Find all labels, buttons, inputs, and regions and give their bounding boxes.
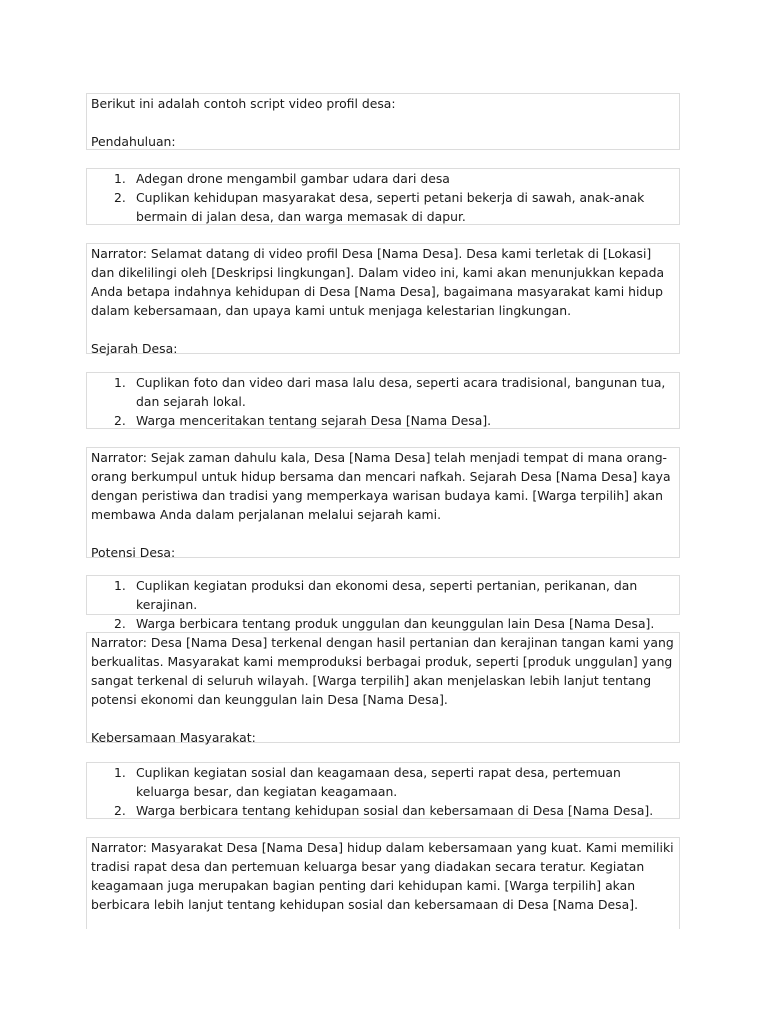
kebersamaan-list bbox=[91, 763, 675, 820]
intro-block bbox=[86, 93, 680, 150]
list-item bbox=[91, 763, 675, 801]
potensi-list bbox=[91, 576, 675, 633]
narrator-text-3: Narrator: Desa [Nama Desa] terkenal dengan hasil pertanian dan kerajinan tangan kami yang berkualitas. Masyarakat kami memproduksi berbagai produk, seperti [produk unggulan] yang sangat terkenal di seluruh wilayah. [Warga terpilih] akan menjelaskan lebih lanjut tentang potensi ekonomi dan keunggulan lain Desa [Nama Desa]. bbox=[91, 635, 674, 707]
list-item bbox=[91, 411, 675, 430]
list-item-text: Warga berbicara tentang produk unggulan dan keunggulan lain Desa [Nama Desa]. bbox=[136, 616, 655, 631]
list-item bbox=[91, 614, 675, 633]
section-heading-pendahuluan: Pendahuluan: bbox=[91, 134, 176, 149]
pendahuluan-list-block bbox=[86, 168, 680, 225]
narrator-block-4 bbox=[86, 837, 680, 929]
narrator-block-1 bbox=[86, 243, 680, 354]
kebersamaan-list-block bbox=[86, 762, 680, 819]
narrator-block-2 bbox=[86, 447, 680, 558]
list-item-text: Adegan drone mengambil gambar udara dari desa bbox=[136, 171, 450, 186]
list-item bbox=[91, 801, 675, 820]
narrator-block-3 bbox=[86, 632, 680, 743]
list-number: 1. bbox=[114, 375, 126, 390]
narrator-text-1: Narrator: Selamat datang di video profil Desa [Nama Desa]. Desa kami terletak di [Lokasi] dan dikelilingi oleh [Deskripsi lingkungan]. Dalam video ini, kami akan menunjukkan kepada Anda betapa indahnya kehidupan di Desa [Nama Desa], bagaimana masyarakat kami hidup dalam kebersamaan, dan upaya kami untuk menjaga kelestarian lingkungan. bbox=[91, 246, 665, 318]
list-item-text: Warga menceritakan tentang sejarah Desa [Nama Desa]. bbox=[136, 413, 492, 428]
section-heading-kebersamaan: Kebersamaan Masyarakat: bbox=[91, 730, 256, 745]
list-number: 2. bbox=[114, 616, 126, 631]
potensi-list-block bbox=[86, 575, 680, 631]
list-number: 1. bbox=[114, 171, 126, 186]
section-heading-potensi: Potensi Desa: bbox=[91, 545, 176, 560]
list-item bbox=[91, 576, 675, 614]
pendahuluan-list bbox=[91, 169, 675, 226]
sejarah-list-block bbox=[86, 372, 680, 429]
list-number: 2. bbox=[114, 413, 126, 428]
narrator-text-4: Narrator: Masyarakat Desa [Nama Desa] hidup dalam kebersamaan yang kuat. Kami memiliki tradisi rapat desa dan pertemuan keluarga besar yang diadakan secara teratur. Kegiatan keagamaan juga merupakan bagian penting dari kehidupan kami. [Warga terpilih] akan berbicara lebih lanjut tentang kehidupan sosial dan kebersamaan di Desa [Nama Desa]. bbox=[91, 840, 674, 912]
list-item bbox=[91, 188, 675, 226]
section-heading-sejarah: Sejarah Desa: bbox=[91, 341, 178, 356]
list-item-text: Warga berbicara tentang kehidupan sosial dan kebersamaan di Desa [Nama Desa]. bbox=[136, 803, 654, 818]
list-number: 1. bbox=[114, 765, 126, 780]
list-number: 2. bbox=[114, 190, 126, 205]
list-number: 2. bbox=[114, 803, 126, 818]
list-item-text: Cuplikan kegiatan produksi dan ekonomi desa, seperti pertanian, perikanan, dan kerajinan. bbox=[136, 578, 638, 612]
list-item bbox=[91, 373, 675, 411]
sejarah-list bbox=[91, 373, 675, 430]
narrator-text-2: Narrator: Sejak zaman dahulu kala, Desa [Nama Desa] telah menjadi tempat di mana orang-orang berkumpul untuk hidup bersama dan mencari nafkah. Sejarah Desa [Nama Desa] kaya dengan peristiwa dan tradisi yang memperkaya warisan budaya kami. [Warga terpilih] akan membawa Anda dalam perjalanan melalui sejarah kami. bbox=[91, 450, 671, 522]
list-item bbox=[91, 169, 675, 188]
intro-text: Berikut ini adalah contoh script video profil desa: bbox=[91, 96, 396, 111]
list-number: 1. bbox=[114, 578, 126, 593]
list-item-text: Cuplikan kehidupan masyarakat desa, seperti petani bekerja di sawah, anak-anak bermain di jalan desa, dan warga memasak di dapur. bbox=[136, 190, 645, 224]
list-item-text: Cuplikan kegiatan sosial dan keagamaan desa, seperti rapat desa, pertemuan keluarga besar, dan kegiatan keagamaan. bbox=[136, 765, 621, 799]
list-item-text: Cuplikan foto dan video dari masa lalu desa, seperti acara tradisional, bangunan tua, dan sejarah lokal. bbox=[136, 375, 666, 409]
